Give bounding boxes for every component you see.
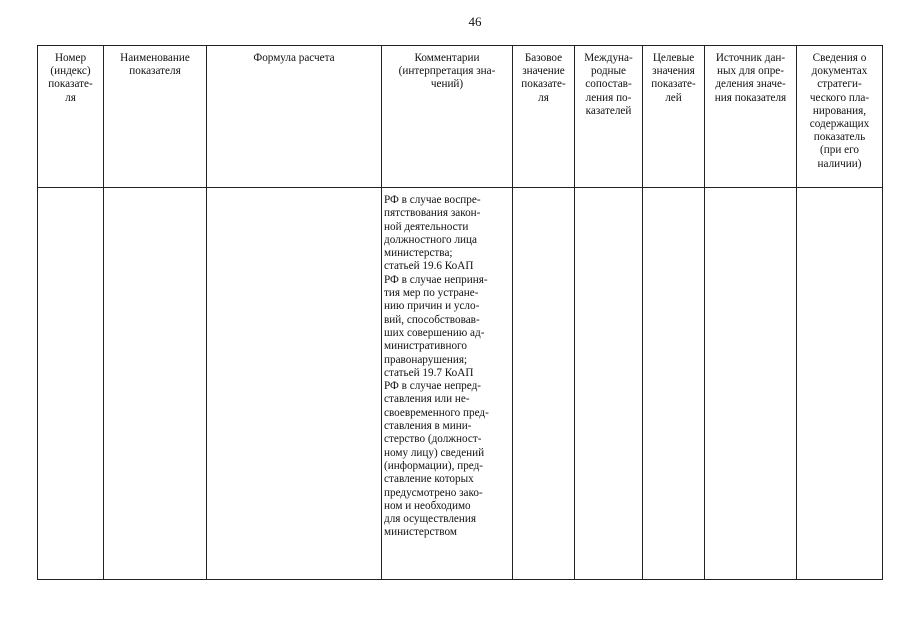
header-row [38, 46, 883, 188]
cell-target [643, 188, 705, 580]
cell-comment: РФ в случае воспре- пятствования закон- ной деятельности должностного лица министерства; статьей 19.6 КоАП РФ в случае неприня- тия мер по устране- нию причин и усло- вий, способствовав- ших совершению ад- министративного правонарушения; статьей 19.7 КоАП РФ в случае непред- ставления или не- своевременного пред- ставления в мини- стерство (должност- ному лицу) сведений (информации), пред- ставление которых предусмотрено зако- ном и необходимо для осуществления министерством [382, 188, 513, 580]
header-documents: Сведения о документах стратеги- ческого пла- нирования, содержащих показатель (при его наличии) [797, 46, 883, 188]
header-comment: Комментарии (интерпретация зна- чений) [382, 46, 513, 188]
cell-number [38, 188, 104, 580]
cell-international [575, 188, 643, 580]
header-number: Номер (индекс) показате- ля [38, 46, 104, 188]
cell-name [104, 188, 207, 580]
header-name: Наименование показателя [104, 46, 207, 188]
header-source: Источник дан- ных для опре- деления значе- ния показателя [705, 46, 797, 188]
table-row [38, 188, 883, 580]
page-number: 46 [468, 14, 482, 29]
cell-formula [207, 188, 382, 580]
header-international: Междуна- родные сопостав- ления по- казателей [575, 46, 643, 188]
header-target: Целевые значения показате- лей [643, 46, 705, 188]
cell-source [705, 188, 797, 580]
header-formula: Формула расчета [207, 46, 382, 188]
indicator-table [37, 45, 883, 580]
cell-base-value [513, 188, 575, 580]
header-base-value: Базовое значение показате- ля [513, 46, 575, 188]
cell-documents [797, 188, 883, 580]
